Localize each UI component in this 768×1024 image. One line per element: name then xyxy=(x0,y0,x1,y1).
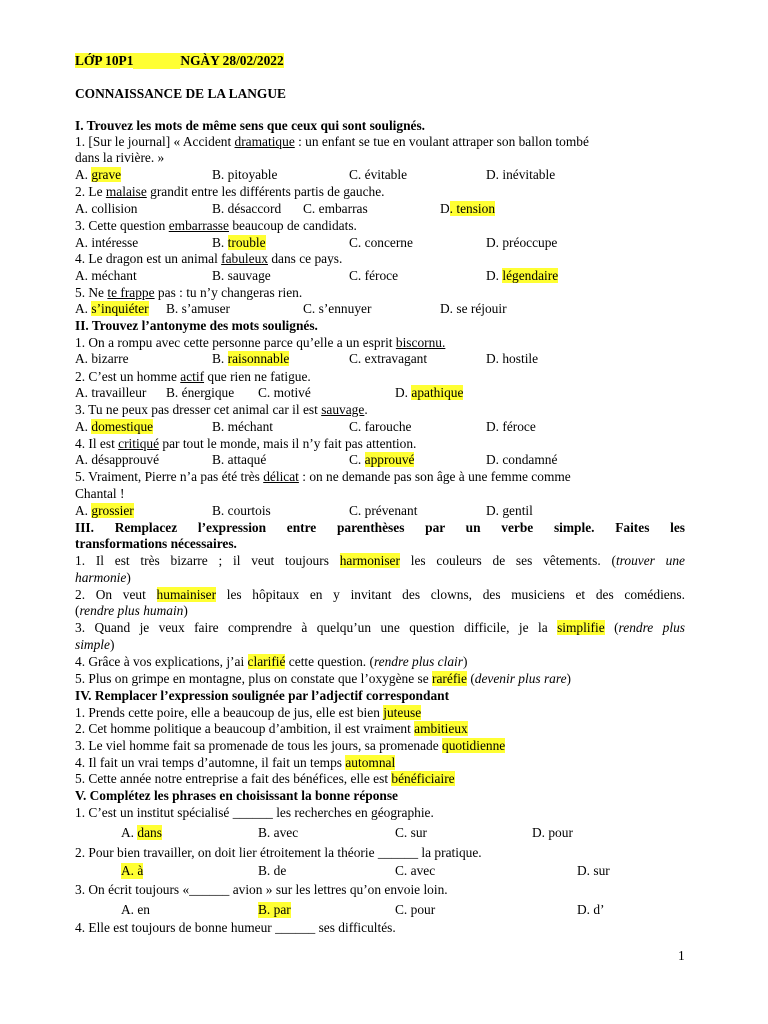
s2-q4-text: 4. Il est critiqué par tout le monde, mais il n’y fait pas attention. xyxy=(75,436,417,451)
option-a: A. désapprouvé xyxy=(75,452,160,467)
s4-q2-text: 2. Cet homme politique a beaucoup d’ambition, il est vraiment ambitieux xyxy=(75,721,468,736)
s2-q5-text-cont: Chantal ! xyxy=(75,486,125,501)
option-b: B. par xyxy=(258,902,291,917)
option-a: A. en xyxy=(121,902,151,917)
s2-q2-text: 2. C’est un homme actif que rien ne fatigue. xyxy=(75,369,311,384)
s4-q4-text: 4. Il fait un vrai temps d’automne, il fait un temps automnal xyxy=(75,755,396,770)
option-d: D. se réjouir xyxy=(440,301,507,316)
option-b: B. sauvage xyxy=(212,268,271,283)
option-a: A. travailleur xyxy=(75,385,147,400)
s1-q5-text: 5. Ne te frappe pas : tu n’y changeras rien. xyxy=(75,285,303,300)
option-b: B. trouble xyxy=(212,235,266,250)
option-b: B. désaccord xyxy=(212,201,282,216)
date-label: NGÀY 28/02/2022 xyxy=(180,53,284,68)
option-c: C. farouche xyxy=(349,419,412,434)
option-c: C. approuvé xyxy=(349,452,415,467)
s5-q3-text: 3. On écrit toujours «______ avion » sur les lettres qu’on envoie loin. xyxy=(75,882,448,897)
s3-q3-text-cont: simple) xyxy=(75,637,115,652)
s3-q2-text: 2. On veut humainiser les hôpitaux en y invitant des clowns, des musiciens et des comédiens. xyxy=(75,587,685,602)
option-a: A. grossier xyxy=(75,503,134,518)
option-d: D. gentil xyxy=(486,503,533,518)
s1-q1-text: 1. [Sur le journal] « Accident dramatique : un enfant se tue en voulant attraper son ballon tombé xyxy=(75,134,589,149)
option-c: C. prévenant xyxy=(349,503,418,518)
option-a: A. collision xyxy=(75,201,138,216)
option-d: D. hostile xyxy=(486,351,539,366)
s4-q3-text: 3. Le viel homme fait sa promenade de tous les jours, sa promenade quotidienne xyxy=(75,738,506,753)
option-c: C. embarras xyxy=(303,201,368,216)
option-d: D. condamné xyxy=(486,452,558,467)
section-2-heading: II. Trouvez l’antonyme des mots soulignés. xyxy=(75,318,318,333)
section-5-heading: V. Complétez les phrases en choisissant la bonne réponse xyxy=(75,788,399,803)
option-b: B. s’amuser xyxy=(166,301,230,316)
option-d: D. inévitable xyxy=(486,167,556,182)
section-3-heading-cont: transformations nécessaires. xyxy=(75,536,237,551)
s1-q2-text: 2. Le malaise grandit entre les différents partis de gauche. xyxy=(75,184,385,199)
option-c: C. avec xyxy=(395,863,436,878)
section-3-heading: III. Remplacez l’expression entre parenthèses par un verbe simple. Faites les xyxy=(75,520,685,535)
s3-q3-text: 3. Quand je veux faire comprendre à quelqu’un une question difficile, je la simplifie (rendre plus xyxy=(75,620,685,635)
option-a: A. dans xyxy=(121,825,162,840)
s1-q4-text: 4. Le dragon est un animal fabuleux dans ce pays. xyxy=(75,251,343,266)
s1-q1-text-cont: dans la rivière. » xyxy=(75,150,165,165)
option-c: C. concerne xyxy=(349,235,413,250)
option-c: C. sur xyxy=(395,825,427,840)
page-number: 1 xyxy=(678,948,685,963)
option-b: B. attaqué xyxy=(212,452,267,467)
option-b: B. avec xyxy=(258,825,299,840)
option-c: C. s’ennuyer xyxy=(303,301,372,316)
option-b: B. énergique xyxy=(166,385,235,400)
s5-q1-text: 1. C’est un institut spécialisé ______ les recherches en géographie. xyxy=(75,805,434,820)
s1-q3-text: 3. Cette question embarrasse beaucoup de candidats. xyxy=(75,218,357,233)
option-a: A. s’inquiéter xyxy=(75,301,149,316)
page-title: CONNAISSANCE DE LA LANGUE xyxy=(75,86,286,101)
option-d: D. pour xyxy=(532,825,573,840)
option-c: C. extravagant xyxy=(349,351,428,366)
option-c: C. motivé xyxy=(258,385,311,400)
section-4-heading: IV. Remplacer l’expression soulignée par l’adjectif correspondant xyxy=(75,688,450,703)
s2-q1-text: 1. On a rompu avec cette personne parce qu’elle a un esprit biscornu. xyxy=(75,335,446,350)
section-1-heading: I. Trouvez les mots de même sens que ceux qui sont soulignés. xyxy=(75,118,426,133)
option-a: A. domestique xyxy=(75,419,154,434)
option-c: C. évitable xyxy=(349,167,408,182)
s3-q1-text-cont: harmonie) xyxy=(75,570,131,585)
s4-q5-text: 5. Cette année notre entreprise a fait des bénéfices, elle est bénéficiaire xyxy=(75,771,455,786)
s3-q1-text: 1. Il est très bizarre ; il veut toujours harmoniser les couleurs de ses vêtements. (trouver une xyxy=(75,553,685,568)
option-a: A. grave xyxy=(75,167,122,182)
option-b: B. de xyxy=(258,863,287,878)
option-a: A. à xyxy=(121,863,144,878)
s3-q2-text-cont: (rendre plus humain) xyxy=(75,603,188,618)
option-b: B. raisonnable xyxy=(212,351,290,366)
option-d: D. préoccupe xyxy=(486,235,558,250)
option-c: C. pour xyxy=(395,902,436,917)
s4-q1-text: 1. Prends cette poire, elle a beaucoup de jus, elle est bien juteuse xyxy=(75,705,422,720)
class-label: LỚP 10P1 xyxy=(75,53,134,68)
option-a: A. bizarre xyxy=(75,351,129,366)
option-d: D. d’ xyxy=(577,902,605,917)
header xyxy=(75,53,284,69)
s2-q3-text: 3. Tu ne peux pas dresser cet animal car il est sauvage. xyxy=(75,402,368,417)
option-a: A. intéresse xyxy=(75,235,139,250)
s2-q5-text: 5. Vraiment, Pierre n’a pas été très délicat : on ne demande pas son âge à une femme comme xyxy=(75,469,571,484)
s5-q4-text: 4. Elle est toujours de bonne humeur ______ ses difficultés. xyxy=(75,920,396,935)
option-a: A. méchant xyxy=(75,268,137,283)
option-b: B. courtois xyxy=(212,503,271,518)
option-b: B. pitoyable xyxy=(212,167,278,182)
option-b: B. méchant xyxy=(212,419,273,434)
option-c: C. féroce xyxy=(349,268,399,283)
option-d: D. féroce xyxy=(486,419,536,434)
s3-q5-text: 5. Plus on grimpe en montagne, plus on constate que l’oxygène se raréfie (devenir plus rare) xyxy=(75,671,571,686)
option-d: D. apathique xyxy=(395,385,464,400)
s5-q2-text: 2. Pour bien travailler, on doit lier étroitement la théorie ______ la pratique. xyxy=(75,845,482,860)
option-d: D. légendaire xyxy=(486,268,559,283)
s3-q4-text: 4. Grâce à vos explications, j’ai clarifié cette question. (rendre plus clair) xyxy=(75,654,468,669)
option-d: D. tension xyxy=(440,201,496,216)
option-d: D. sur xyxy=(577,863,610,878)
